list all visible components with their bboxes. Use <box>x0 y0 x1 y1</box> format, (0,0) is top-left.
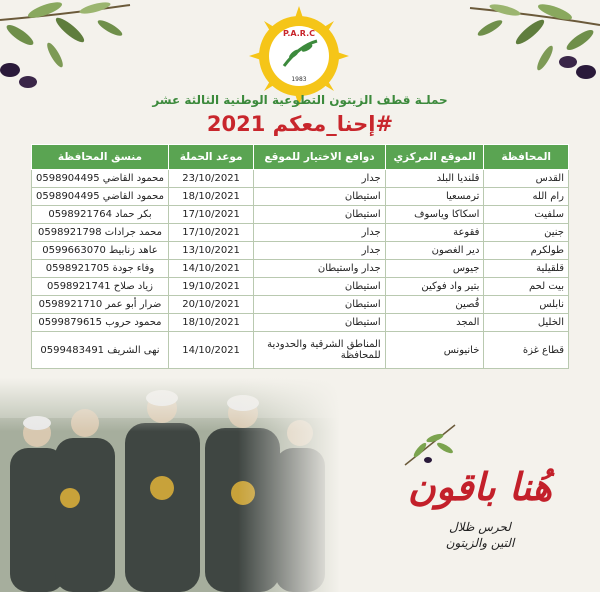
slogan-block <box>380 420 580 570</box>
table-row <box>32 170 569 188</box>
cell-date: 14/10/2021 <box>168 332 253 369</box>
column-header-coordinator: منسق المحافظة <box>32 145 169 170</box>
cell-coordinator: نهى الشريف 0599483491 <box>32 332 169 369</box>
cell-governorate: بيت لحم <box>484 278 569 296</box>
cell-site: خانيونس <box>385 332 484 369</box>
cell-site: المجد <box>385 314 484 332</box>
cell-reason: استيطان <box>254 278 385 296</box>
cell-governorate: سلفيت <box>484 206 569 224</box>
cell-site: فقوعة <box>385 224 484 242</box>
cell-date: 23/10/2021 <box>168 170 253 188</box>
cell-coordinator: محمود القاضي 0598904495 <box>32 170 169 188</box>
cell-site: قلنديا البلد <box>385 170 484 188</box>
cell-governorate: رام الله <box>484 188 569 206</box>
cell-reason: المناطق الشرقية والحدودية للمحافظة <box>254 332 385 369</box>
cell-date: 13/10/2021 <box>168 242 253 260</box>
table-row <box>32 314 569 332</box>
campaign-schedule-table <box>31 144 569 369</box>
cell-date: 17/10/2021 <box>168 224 253 242</box>
cell-site: دير الغصون <box>385 242 484 260</box>
cell-coordinator: محمود القاضي 0598904495 <box>32 188 169 206</box>
parc-logo <box>249 6 349 106</box>
cell-site: جيوس <box>385 260 484 278</box>
cell-reason: جدار واستيطان <box>254 260 385 278</box>
cell-reason: جدار <box>254 170 385 188</box>
column-header-selection-reasons: دوافع الاختيار للموقع <box>254 145 385 170</box>
cell-site: ترمسعيا <box>385 188 484 206</box>
cell-reason: جدار <box>254 224 385 242</box>
cell-date: 18/10/2021 <box>168 314 253 332</box>
cell-date: 17/10/2021 <box>168 206 253 224</box>
slogan-main: هُنا باقون <box>407 464 553 509</box>
table-row <box>32 260 569 278</box>
cell-coordinator: محمد جرادات 0598921798 <box>32 224 169 242</box>
table-row <box>32 188 569 206</box>
cell-coordinator: زياد صلاح 0598921741 <box>32 278 169 296</box>
cell-coordinator: وفاء جودة 0598921705 <box>32 260 169 278</box>
cell-coordinator: محمود حروب 0599879615 <box>32 314 169 332</box>
table-header-row <box>32 145 569 170</box>
cell-governorate: القدس <box>484 170 569 188</box>
table-row <box>32 206 569 224</box>
cell-governorate: نابلس <box>484 296 569 314</box>
cell-date: 14/10/2021 <box>168 260 253 278</box>
cell-date: 19/10/2021 <box>168 278 253 296</box>
logo-text: P.A.R.C <box>282 29 316 38</box>
logo-year: 1983 <box>291 76 307 83</box>
olive-branch-right-decoration <box>460 0 600 90</box>
column-header-central-site: الموقع المركزي <box>385 145 484 170</box>
cell-governorate: جنين <box>484 224 569 242</box>
cell-governorate: قطاع غزة <box>484 332 569 369</box>
cell-coordinator: عاهد زنابيط 0599663070 <box>32 242 169 260</box>
campaign-hashtag: #إحنا_معكم 2021 <box>206 112 394 136</box>
cell-reason: استيطان <box>254 206 385 224</box>
cell-reason: استيطان <box>254 296 385 314</box>
cell-governorate: طولكرم <box>484 242 569 260</box>
table-row <box>32 242 569 260</box>
table-row <box>32 296 569 314</box>
olive-sprig-icon <box>400 420 460 470</box>
slogan-subtitle-line1: لحرس ظلال <box>449 520 511 534</box>
cell-coordinator: بكر حماد 0598921764 <box>32 206 169 224</box>
slogan-subtitle-line2: التين والزيتون <box>445 536 515 550</box>
column-header-campaign-date: موعد الحملة <box>168 145 253 170</box>
cell-coordinator: ضرار أبو عمر 0598921710 <box>32 296 169 314</box>
cell-site: اسكاكا وياسوف <box>385 206 484 224</box>
cell-governorate: الخليل <box>484 314 569 332</box>
cell-date: 18/10/2021 <box>168 188 253 206</box>
campaign-title: حملـة قطف الزيتون التطوعية الوطنية الثالثة عشر <box>152 93 448 107</box>
volunteers-photo <box>0 378 340 592</box>
cell-reason: استيطان <box>254 188 385 206</box>
cell-site: قُصين <box>385 296 484 314</box>
cell-site: بتير واد فوكين <box>385 278 484 296</box>
column-header-governorate: المحافظة <box>484 145 569 170</box>
cell-reason: استيطان <box>254 314 385 332</box>
table-row <box>32 332 569 369</box>
cell-reason: جدار <box>254 242 385 260</box>
olive-branch-left-decoration <box>0 0 140 90</box>
table-row <box>32 278 569 296</box>
cell-date: 20/10/2021 <box>168 296 253 314</box>
table-row <box>32 224 569 242</box>
cell-governorate: قلقيلية <box>484 260 569 278</box>
